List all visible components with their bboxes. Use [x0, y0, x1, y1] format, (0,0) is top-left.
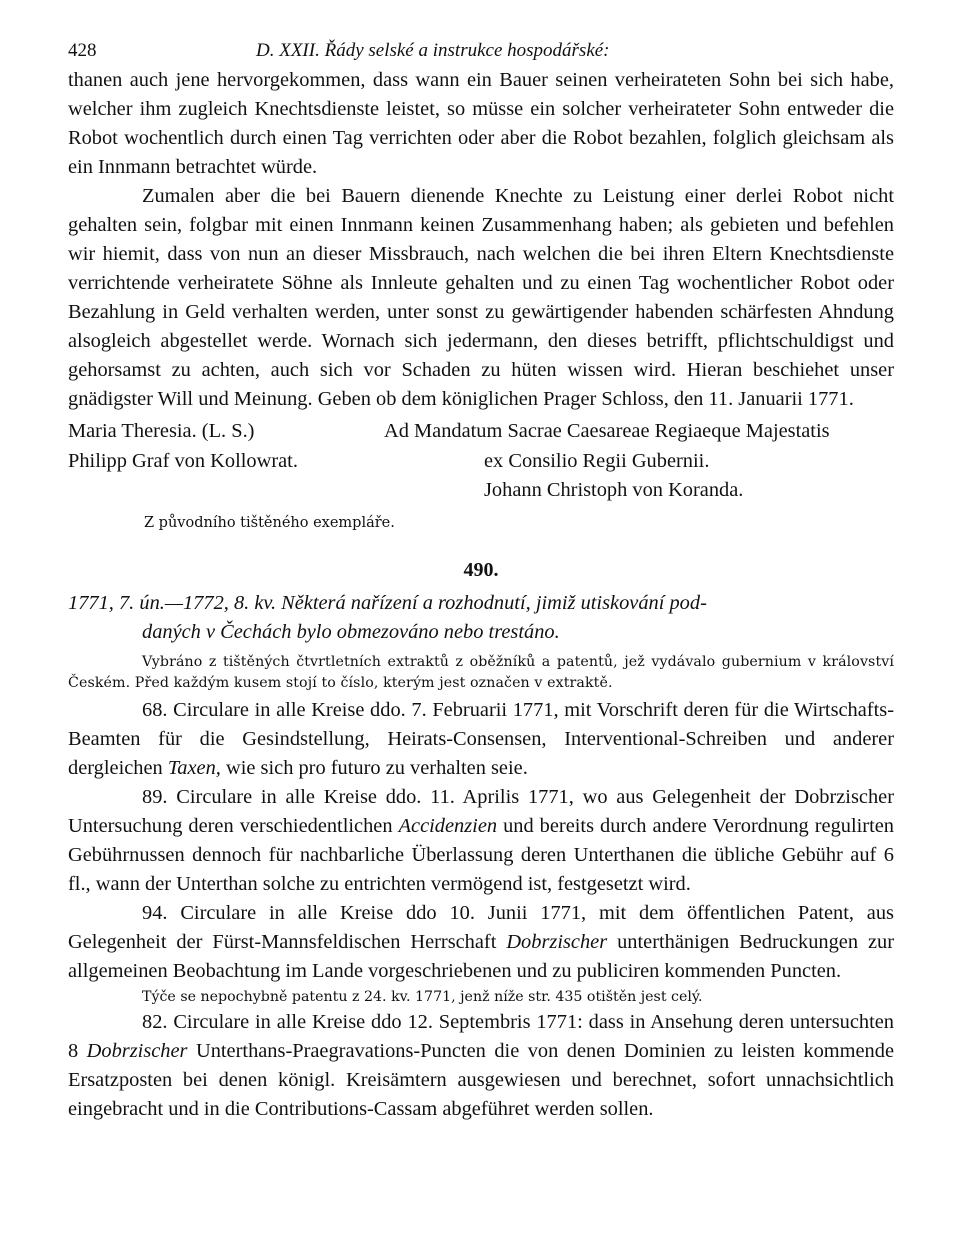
entry-68: [68, 696, 894, 783]
signature-koranda: Johann Christoph von Koranda.: [484, 479, 744, 501]
source-note: Z původního tištěného exempláře.: [144, 515, 395, 531]
entry-89-text: 89. Circulare in alle Kreise ddo. 11. Aprilis 1771, wo aus Gelegenheit der Dobrzischer Untersuchung deren verschiedentlichen: [68, 786, 894, 837]
document-title-line2: daných v Čechách bylo obmezováno nebo trestáno.: [142, 621, 560, 643]
paragraph-decree: Zumalen aber die bei Bauern dienende Knechte zu Leistung einer derlei Robot nicht gehalten sein, folgbar mit einen Innmann keinen Zusammenhang haben; als gebieten und befehlen wir hiemit, dass von nun an dieser Missbrauch, nach welchen die bei ihren Eltern Knechtsdienste verrichtende verheiratete Söhne als Innleute gehalten und zu einen Tag wochentlicher Robot oder Bezahlung in Geld verhalten werden, unter sonst zu gewärtigender habenden schärfesten Ahndung alsogleich abgestellet werde. Wornach sich jedermann, den dieses betrifft, pflichtschuldigst und gehorsamst zu achten, auch sich vor Schaden zu hüten wissen wird. Hieran beschiehet unser gnädigster Will und Meinung. Geben ob dem königlichen Prager Schloss, den 11. Januarii 1771.: [68, 185, 894, 410]
note-94: Týče se nepochybně patentu z 24. kv. 1771, jenž níže str. 435 otištěn jest celý.: [142, 989, 703, 1005]
signatures-left: [68, 417, 298, 476]
page-number: 428: [68, 40, 97, 61]
entry-89-text-end: und bereits durch andere Verordnung regulirten Gebührnussen dennoch für nachbarliche Überlassung deren Unterthanen die übliche Gebühr auf 6 fl., wann der Unterthan solche zu entrichten vermögend ist, festgesetzt wird.: [68, 815, 894, 895]
entry-94: [68, 899, 894, 986]
entry-94-text-end: unterthänigen Bedruckungen zur allgemeinen Beobachtung im Lande vorgeschriebenen und zu publiciren kommenden Puncten.: [68, 931, 894, 982]
signature-kollowrat: Philipp Graf von Kollowrat.: [68, 449, 298, 472]
signature-consilio: ex Consilio Regii Gubernii.: [484, 449, 710, 472]
entry-89: [68, 783, 894, 899]
entry-82-text-end: Unterthans-Praegravations-Puncten die von denen Dominien zu leisten kommende Ersatzposten bei denen königl. Kreisämtern ausgewiesen und berechnet, sofort unnachsichtlich eingebracht und in die Contributions-Cassam abgeführet werden sollen.: [68, 1040, 894, 1120]
entry-82-text: 82. Circulare in alle Kreise ddo 12. Septembris 1771: dass in Ansehung deren untersuchten 8: [68, 1011, 894, 1062]
signature-mandatum: Ad Mandatum Sacrae Caesareae Regiaeque Majestatis: [384, 420, 830, 442]
signatures-right: [384, 417, 894, 506]
signatures-block: [68, 417, 894, 507]
entry-94-text: 94. Circulare in alle Kreise ddo 10. Junii 1771, mit dem öffentlichen Patent, aus Gelegenheit der Fürst-Mannsfeldischen Herrschaft: [68, 902, 894, 953]
entry-94-italic: Dobrzischer: [506, 931, 608, 953]
page-header: [68, 34, 894, 64]
editor-note: Vybráno z tištěných čtvrtletních extraktů z oběžníků a patentů, jež vydávalo gubernium v království Českém. Před každým kusem stojí to číslo, kterým jest označen v extraktě.: [68, 654, 894, 691]
page: [68, 34, 894, 1124]
document-number: 490.: [463, 559, 499, 581]
signature-maria-theresia: Maria Theresia. (L. S.): [68, 420, 255, 442]
running-title: D. XXII. Řády selské a instrukce hospodářské:: [256, 40, 610, 61]
entry-82-italic: Dobrzischer: [86, 1040, 188, 1062]
entry-68-text: 68. Circulare in alle Kreise ddo. 7. Februarii 1771, mit Vorschrift deren für die Wirtschafts-Beamten für die Gesindstellung, Heirats-Consensen, Interventional-Schreiben und anderer dergleichen: [68, 699, 894, 779]
document-title-line1: 1771, 7. ún.—1772, 8. kv. Některá nařízení a rozhodnutí, jimiž utiskování pod-: [68, 592, 707, 614]
document-title: [68, 589, 894, 647]
entry-68-italic: Taxen,: [167, 757, 221, 779]
entry-68-text-end: wie sich pro futuro zu verhalten seie.: [220, 757, 528, 779]
paragraph-continuation: thanen auch jene hervorgekommen, dass wann ein Bauer seinen verheirateten Sohn bei sich habe, welcher ihm zugleich Knechtsdienste leistet, so müsse ein solcher verheirateter Sohn entweder die Robot wochentlich durch einen Tag verrichten oder aber die Robot bezahlen, folglich gleichsam als ein Innmann betrachtet würde.: [68, 69, 894, 178]
entry-89-italic: Accidenzien: [398, 815, 498, 837]
entry-82: [68, 1008, 894, 1124]
